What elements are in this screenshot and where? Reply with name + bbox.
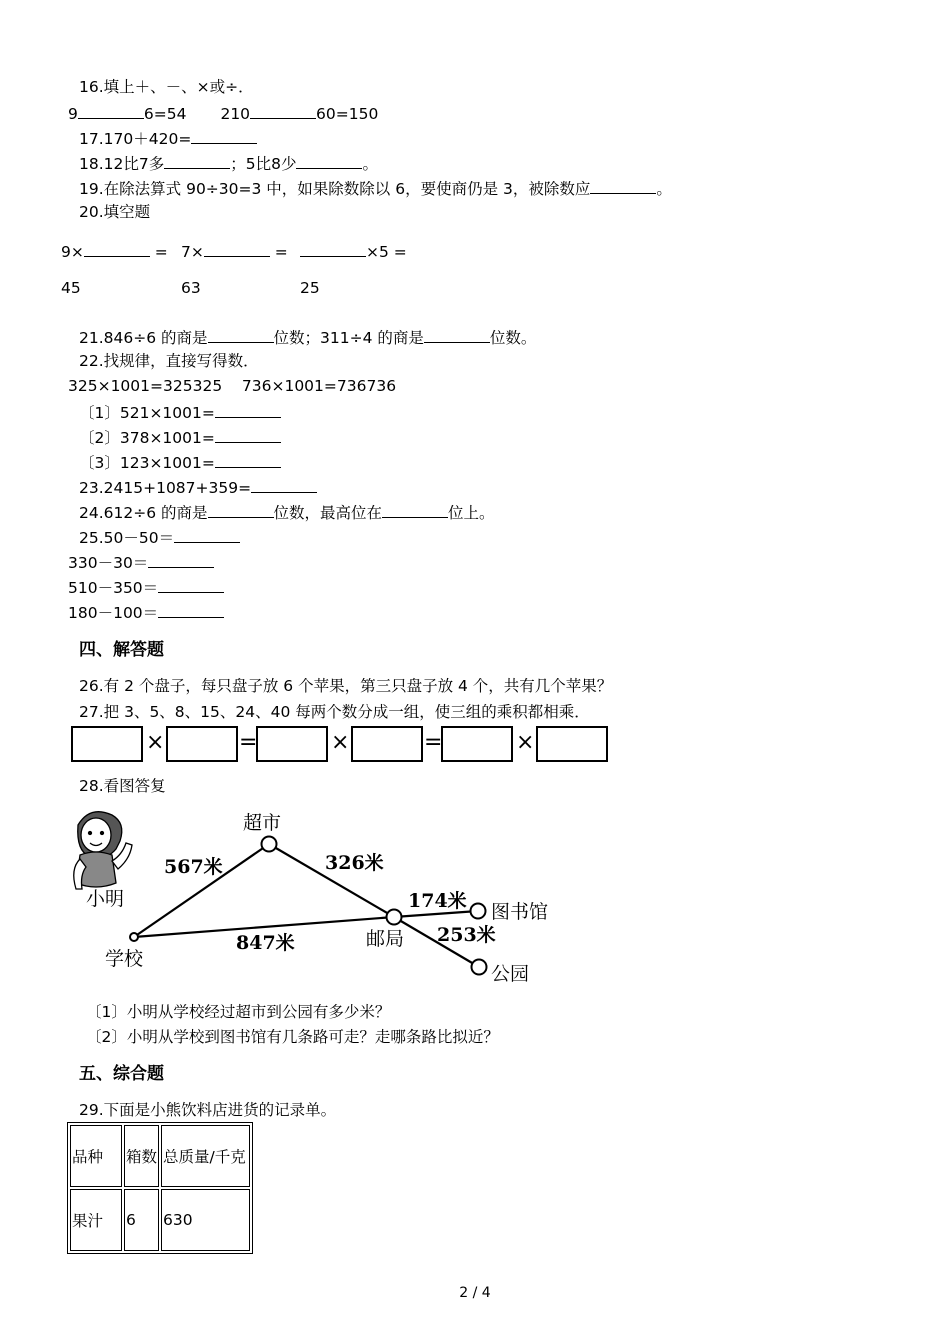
q22-i1: [79, 401, 281, 423]
distance-label-326: 326米: [325, 852, 384, 874]
map-label-market: 超市: [243, 812, 282, 834]
page-number: 2 / 4: [459, 1285, 491, 1301]
answer-blank[interactable]: [164, 152, 230, 169]
q23-text: 23.2415+1087+359=: [79, 479, 252, 497]
node-post: [387, 910, 402, 925]
answer-blank[interactable]: [215, 401, 281, 418]
answer-blank[interactable]: [148, 551, 214, 568]
q22-rule: 325×1001=325325 736×1001=736736: [68, 377, 397, 395]
q25-l1-text: 25.50－50＝: [79, 529, 175, 547]
answer-box-2[interactable]: [166, 726, 238, 762]
q24-a: 24.612÷6 的商是: [79, 504, 208, 522]
answer-blank[interactable]: [296, 152, 362, 169]
answer-blank[interactable]: [208, 326, 274, 343]
table-cell: 6: [124, 1189, 159, 1251]
table-row: [70, 1189, 250, 1251]
answer-blank[interactable]: [590, 177, 656, 194]
q25-l3-text: 510－350＝: [68, 579, 159, 597]
node-school: [130, 933, 138, 941]
boy-illustration-icon: [74, 812, 132, 889]
q16-expressions: [68, 102, 378, 124]
q25-l4-text: 180－100＝: [68, 604, 159, 622]
times-sign: ×: [331, 730, 350, 755]
q29-title: 29.下面是小熊饮料店进货的记录单。: [79, 1101, 337, 1119]
q21-b: 位数；311÷4 的商是: [273, 329, 424, 347]
q20-e1-text: 9×: [61, 243, 84, 261]
q24: [79, 501, 495, 523]
q20-e2-eq: =: [274, 243, 288, 261]
q27: 27.把 3、5、8、15、24、40 每两个数分成一组，使三组的乘积都相乘．: [79, 703, 590, 721]
q20-e3: [300, 240, 407, 262]
q21: [79, 326, 536, 348]
q24-b: 位数，最高位在: [273, 504, 383, 522]
answer-blank[interactable]: [300, 240, 366, 257]
answer-blank[interactable]: [191, 127, 257, 144]
answer-blank[interactable]: [382, 501, 448, 518]
q22-i1-text: 〔1〕521×1001=: [79, 404, 215, 422]
answer-blank[interactable]: [424, 326, 490, 343]
section-heading-5: 五、综合题: [79, 1064, 164, 1084]
answer-blank[interactable]: [215, 426, 281, 443]
node-market: [262, 837, 277, 852]
q19-text: 19.在除法算式 90÷30=3 中，如果除数除以 6，要使商仍是 3，被除数应: [79, 180, 591, 198]
q20-title: 20.填空题: [79, 203, 151, 221]
answer-blank[interactable]: [204, 240, 270, 257]
equals-sign: =: [424, 730, 443, 755]
q19-end: 。: [656, 180, 672, 198]
q20-e1: [61, 240, 168, 262]
q17-text: 17.170＋420=: [79, 130, 192, 148]
distance-label-847: 847米: [236, 932, 295, 954]
distance-label-567: 567米: [164, 856, 223, 878]
purchase-record-table: [67, 1122, 253, 1254]
q16-a-right: 6=54: [143, 105, 187, 123]
q22-i2: [79, 426, 281, 448]
answer-blank[interactable]: [251, 476, 317, 493]
q18-b: ；5比8少: [230, 155, 297, 173]
answer-box-6[interactable]: [536, 726, 608, 762]
answer-blank[interactable]: [158, 601, 224, 618]
distance-label-174: 174米: [408, 890, 467, 912]
q18-a: 18.12比7多: [79, 155, 165, 173]
q25-l2: [68, 551, 214, 573]
answer-box-1[interactable]: [71, 726, 143, 762]
q23: [79, 476, 317, 498]
table-cell: 630: [161, 1189, 250, 1251]
q20-r1: 45: [61, 279, 81, 297]
q19: [79, 177, 672, 199]
node-park: [472, 960, 487, 975]
q24-c: 位上。: [448, 504, 495, 522]
table-header-cell: 箱数: [124, 1125, 159, 1187]
answer-blank[interactable]: [215, 451, 281, 468]
q16-b-right: 60=150: [316, 105, 379, 123]
q28-sub2: 〔2〕小明从学校到图书馆有几条路可走？走哪条路比拟近？: [86, 1028, 499, 1046]
table-header-cell: 品种: [70, 1125, 122, 1187]
q16-title: 16.填上＋、－、×或÷．: [79, 78, 254, 96]
q20-e3-tail: ×5 =: [366, 243, 407, 261]
q22-i3-text: 〔3〕123×1001=: [79, 454, 215, 472]
answer-blank[interactable]: [250, 102, 316, 119]
answer-blank[interactable]: [208, 501, 274, 518]
map-label-post: 邮局: [366, 928, 405, 950]
table-cell: 果汁: [70, 1189, 122, 1251]
q25-l2-text: 330－30＝: [68, 554, 149, 572]
equals-sign: =: [239, 730, 258, 755]
q28-title: 28.看图答复: [79, 777, 166, 795]
q22-title: 22.找规律，直接写得数．: [79, 352, 259, 370]
q25-l3: [68, 576, 224, 598]
q16-b-left: 210: [220, 105, 251, 123]
q17: [79, 127, 257, 149]
map-label-library: 图书馆: [491, 901, 549, 923]
q22-i2-text: 〔2〕378×1001=: [79, 429, 215, 447]
q20-e2-text: 7×: [181, 243, 204, 261]
answer-blank[interactable]: [84, 240, 150, 257]
q16-a-left: 9: [68, 105, 78, 123]
q21-c: 位数。: [489, 329, 537, 347]
q25-l1: [79, 526, 240, 548]
times-sign: ×: [146, 730, 165, 755]
q20-r2: 63: [181, 279, 201, 297]
answer-blank[interactable]: [158, 576, 224, 593]
q21-a: 21.846÷6 的商是: [79, 329, 208, 347]
map-label-park: 公园: [491, 963, 530, 985]
q20-e1-eq: =: [154, 243, 168, 261]
q20-r3: 25: [300, 279, 320, 297]
answer-box-5[interactable]: [441, 726, 513, 762]
q22-i3: [79, 451, 281, 473]
answer-box-4[interactable]: [351, 726, 423, 762]
distance-label-253: 253米: [437, 924, 496, 946]
q18-end: 。: [362, 155, 378, 173]
answer-blank[interactable]: [174, 526, 240, 543]
section-heading-4: 四、解答题: [79, 640, 164, 660]
q18: [79, 152, 378, 174]
times-sign: ×: [516, 730, 535, 755]
table-header-row: [70, 1125, 250, 1187]
table-header-cell: 总质量/千克: [161, 1125, 250, 1187]
map-label-school: 学校: [105, 948, 144, 970]
q26: 26.有 2 个盘子，每只盘子放 6 个苹果，第三只盘子放 4 个，共有几个苹果？: [79, 677, 613, 695]
q25-l4: [68, 601, 224, 623]
q28-sub1: 〔1〕小明从学校经过超市到公园有多少米？: [86, 1003, 391, 1021]
map-person-label: 小明: [86, 888, 125, 910]
node-library: [471, 904, 486, 919]
answer-box-3[interactable]: [256, 726, 328, 762]
answer-blank[interactable]: [78, 102, 144, 119]
q20-e2: [181, 240, 288, 262]
route-map: [0, 795, 600, 995]
